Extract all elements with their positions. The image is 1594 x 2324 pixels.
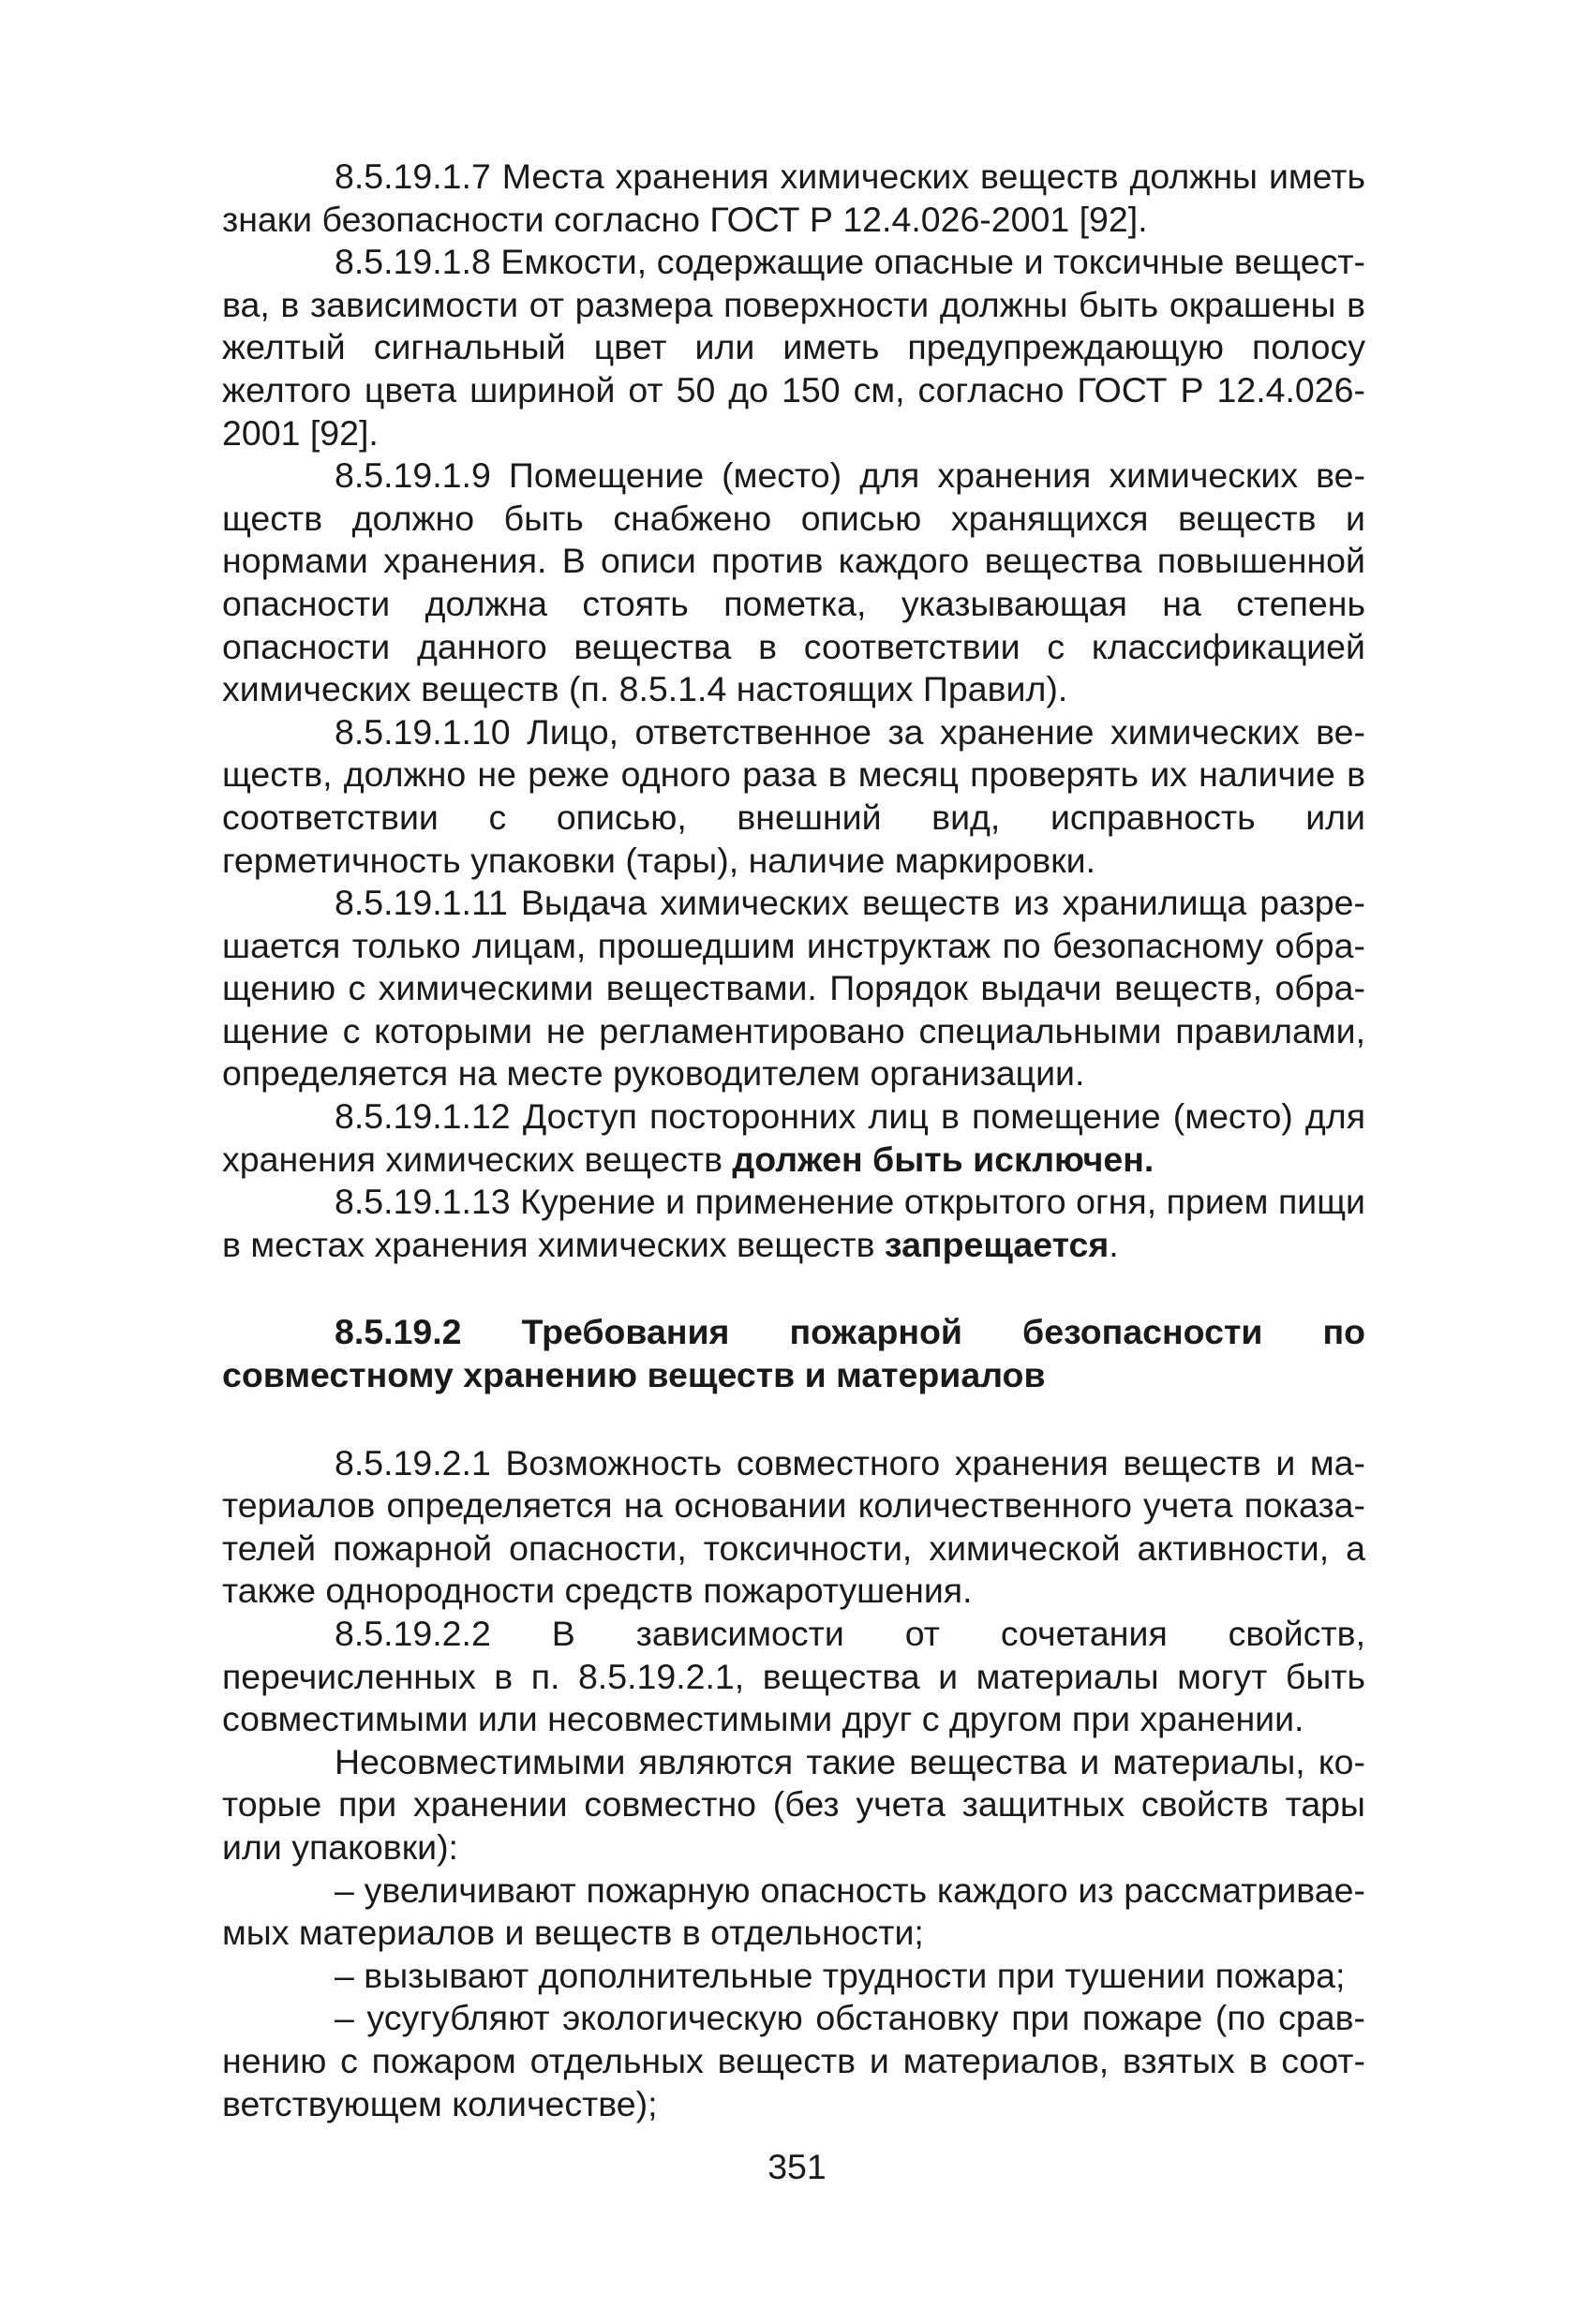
page-number: 351 (767, 2147, 827, 2186)
paragraph-text: 8.5.19.1.13 Курение и применение открытого огня, прием пищи в местах хранения химических веществ (222, 1182, 1365, 1264)
paragraph-8-5-19-1-11: 8.5.19.1.11 Выдача химических веществ из хранилища разрешается только лицам, прошедшим инструктаж по безопасному обращению с химическими веществами. Порядок выдачи веществ, обращение с которыми не регламентировано специальными правилами, определяется на месте руководителем организации. (222, 883, 1365, 1094)
paragraph-incompatible-intro: Несовместимыми являются такие вещества и материалы, которые при хранении совместно (без учета защитных свойств тары или упаковки): (222, 1741, 1365, 1867)
paragraph-text: 8.5.19.1.12 Доступ посторонних лиц в помещение (место) для хранения химических веществ (222, 1096, 1365, 1179)
page-body (222, 156, 1365, 2125)
paragraph-8-5-19-2-2: 8.5.19.2.2 В зависимости от сочетания свойств, перечисленных в п. 8.5.19.2.1, вещества и материалы могут быть совместимыми или несовместимыми друг с другом при хранении. (222, 1614, 1365, 1739)
paragraph-8-5-19-1-7: 8.5.19.1.7 Места хранения химических веществ должны иметь знаки безопасности согласно ГОСТ Р 12.4.026-2001 [92]. (222, 156, 1365, 239)
paragraph-8-5-19-1-12 (222, 1095, 1365, 1181)
list-item: – увеличивают пожарную опасность каждого из рассматриваемых материалов и веществ в отдельности; (222, 1870, 1365, 1953)
paragraph-8-5-19-1-10: 8.5.19.1.10 Лицо, ответственное за хранение химических веществ, должно не реже одного раза в месяц проверять их наличие в соответствии с описью, внешний вид, исправность или герметичность упаковки (тары), наличие маркировки. (222, 711, 1365, 880)
paragraph-8-5-19-1-8: 8.5.19.1.8 Емкости, содержащие опасные и токсичные вещества, в зависимости от размера поверхности должны быть окрашены в желтый сигнальный цвет или иметь предупреждающую полосу желтого цвета шириной от 50 до 150 см, согласно ГОСТ Р 12.4.026-2001 [92]. (222, 242, 1365, 453)
bold-emphasis: запрещается (884, 1224, 1110, 1264)
paragraph-8-5-19-1-13 (222, 1181, 1365, 1266)
paragraph-8-5-19-2-1: 8.5.19.2.1 Возможность совместного хранения веществ и материалов определяется на основании количественного учета показателей пожарной опасности, токсичности, химической активности, а также однородности средств пожаротушения. (222, 1442, 1365, 1611)
paragraph-8-5-19-1-9: 8.5.19.1.9 Помещение (место) для хранения химических веществ должно быть снабжено описью хранящихся веществ и нормами хранения. В описи против каждого вещества повышенной опасности должна стоять пометка, указывающая на степень опасности данного вещества в соответствии с классификацией химических веществ (п. 8.5.1.4 настоящих Правил). (222, 455, 1365, 709)
list-item: – усугубляют экологическую обстановку при пожаре (по сравнению с пожаром отдельных веществ и материалов, взятых в соответствующем количестве); (222, 1998, 1365, 2123)
section-heading-8-5-19-2: 8.5.19.2 Требования пожарной безопасности по совместному хранению веществ и материалов (222, 1312, 1365, 1395)
bold-emphasis: должен быть исключен. (732, 1139, 1155, 1179)
list-item: – вызывают дополнительные трудности при тушении пожара; (335, 1955, 1346, 1995)
paragraph-tail: . (1109, 1224, 1119, 1264)
